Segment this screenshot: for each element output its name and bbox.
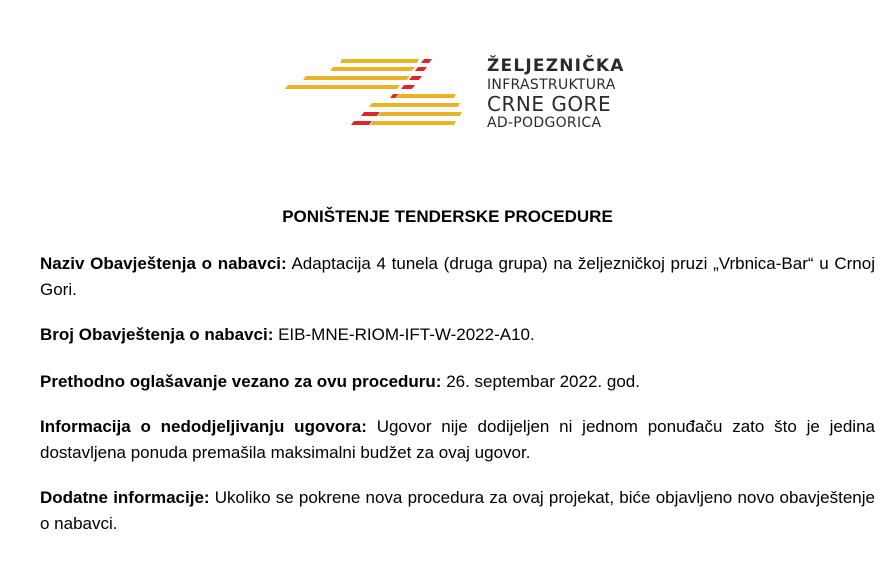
document-title: PONIŠTENJE TENDERSKE PROCEDURE bbox=[282, 207, 613, 226]
logo-line-2: INFRASTRUKTURA bbox=[487, 77, 616, 93]
section-text: Ukoliko se pokrene nova procedura za ovaj projekat, biće objavljeno novo obavještenje o nabavci. bbox=[40, 488, 875, 533]
logo-line-1: ŽELJEZNIČKA bbox=[487, 56, 625, 76]
section-notice-name bbox=[40, 251, 875, 303]
section-additional-info bbox=[40, 485, 875, 537]
section-label: Naziv Obavještenja o nabavci: bbox=[40, 254, 287, 273]
logo-line-4: AD-PODGORICA bbox=[487, 115, 602, 131]
company-logo-icon bbox=[284, 56, 464, 132]
section-text: 26. septembar 2022. god. bbox=[446, 372, 640, 391]
section-label: Broj Obavještenja o nabavci: bbox=[40, 325, 274, 344]
section-label: Dodatne informacije: bbox=[40, 488, 210, 507]
company-logo-text bbox=[487, 58, 625, 130]
section-text: Ugovor nije dodijeljen ni jednom ponuđaču zato što je jedina dostavljena ponuda premašila maksimalni budžet za ovaj ugovor. bbox=[40, 417, 875, 462]
section-label: Informacija o nedodjeljivanju ugovora: bbox=[40, 417, 367, 436]
section-prior-advertising bbox=[40, 369, 875, 395]
section-non-award-info bbox=[40, 414, 875, 466]
section-text: Adaptacija 4 tunela (druga grupa) na željezničkoj pruzi „Vrbnica-Bar“ u Crnoj Gori. bbox=[40, 254, 875, 299]
section-notice-number bbox=[40, 322, 875, 348]
section-text: EIB-MNE-RIOM-IFT-W-2022-A10. bbox=[278, 325, 535, 344]
section-label: Prethodno oglašavanje vezano za ovu proceduru: bbox=[40, 372, 442, 391]
logo-line-3: CRNE GORE bbox=[487, 92, 612, 116]
